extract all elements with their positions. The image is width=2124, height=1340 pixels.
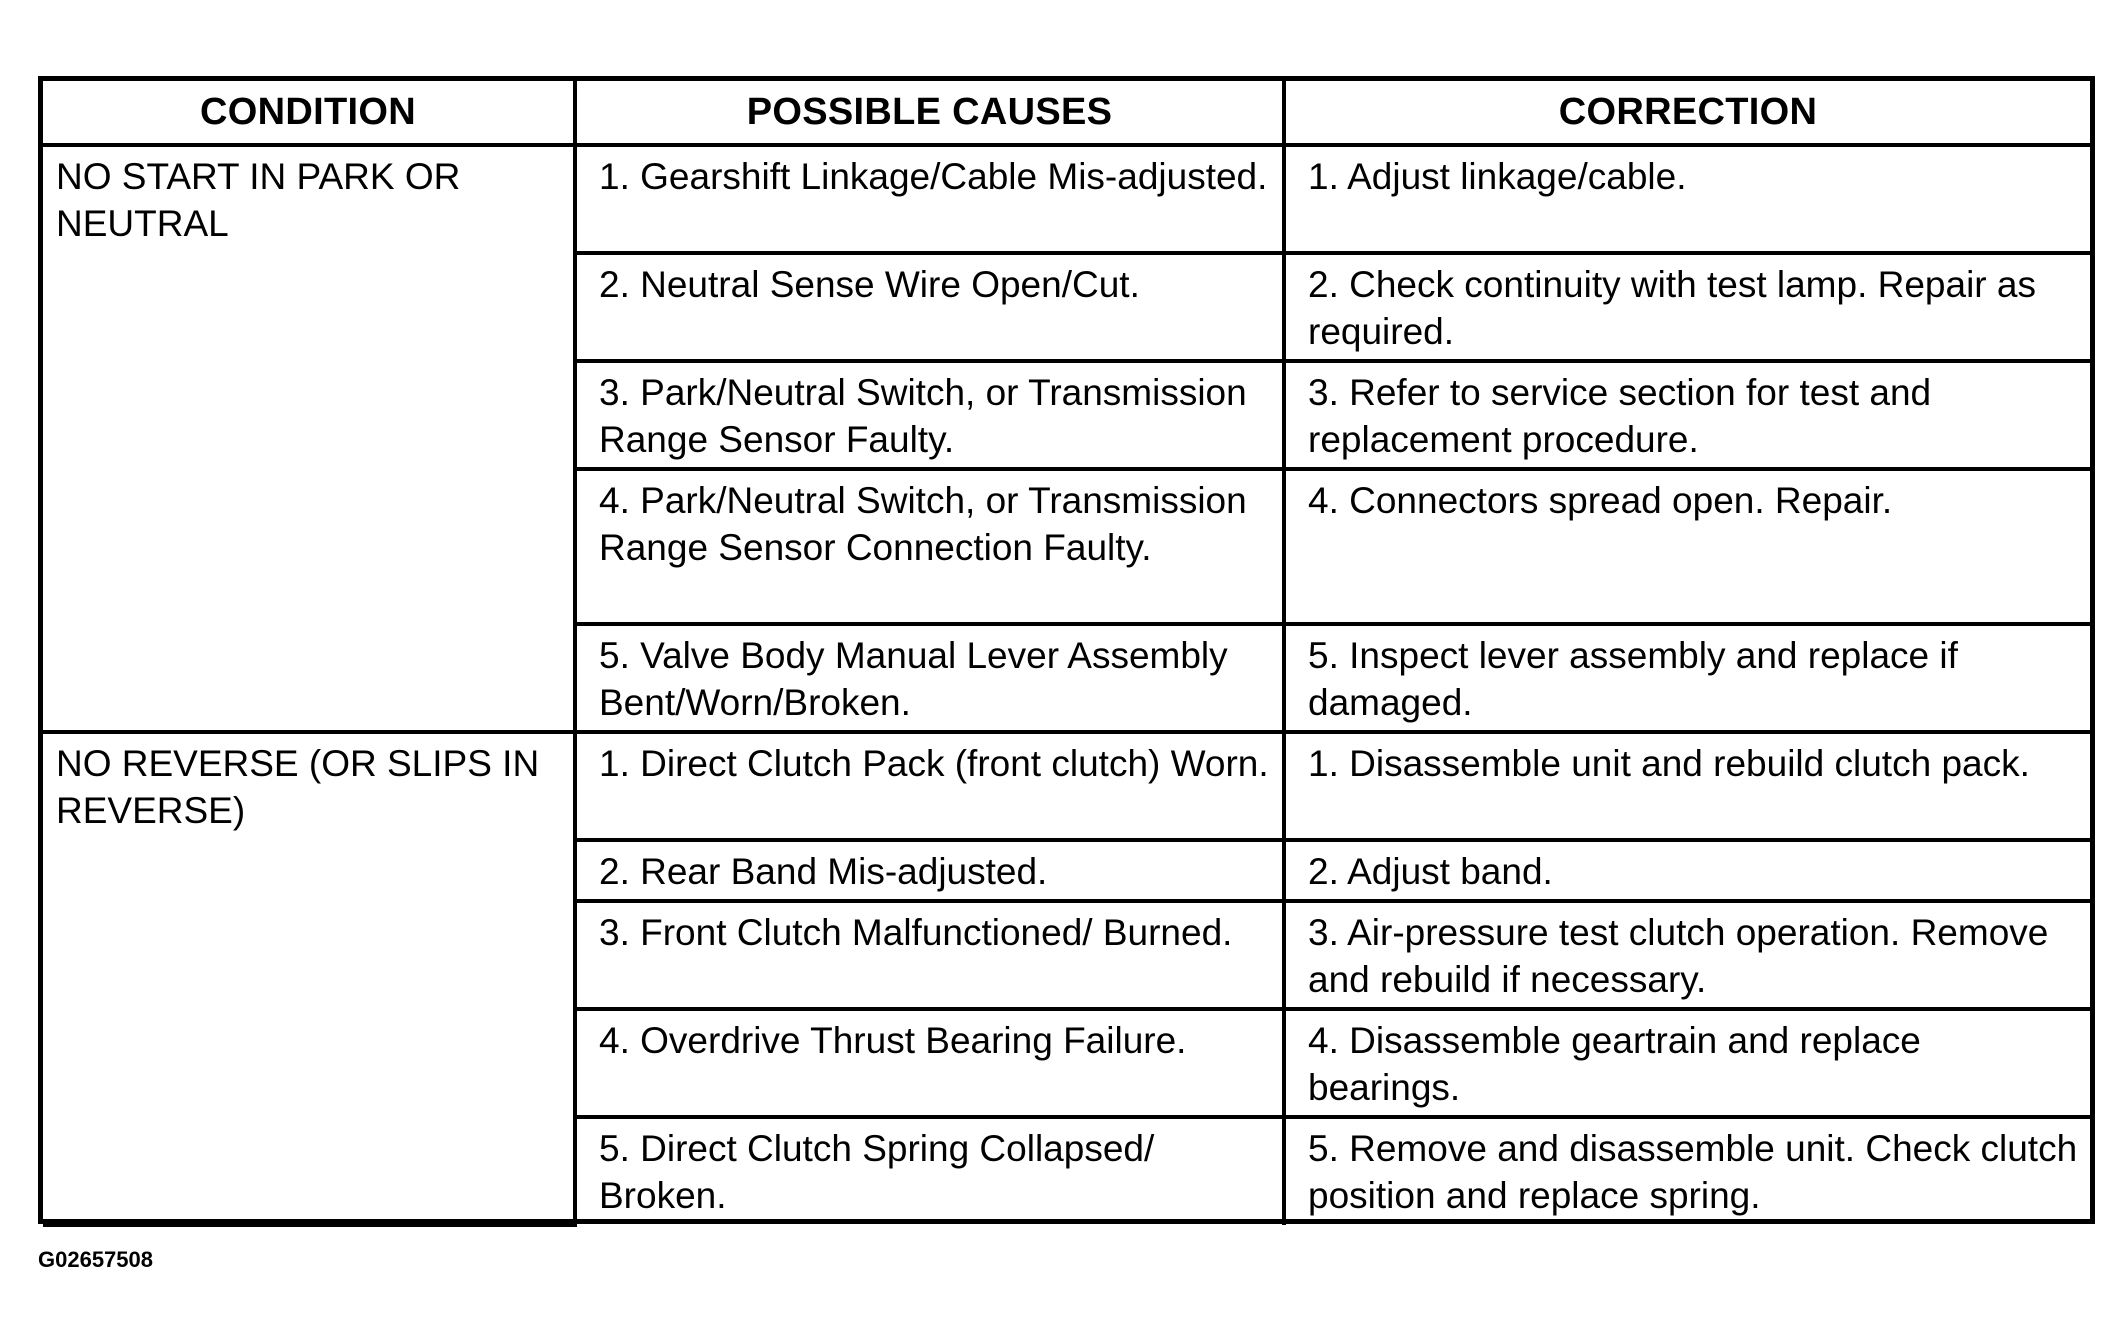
correction-cell: 1. Adjust linkage/cable. bbox=[1284, 145, 2090, 253]
condition-cell-no-reverse: NO REVERSE (OR SLIPS IN REVERSE) bbox=[43, 732, 575, 1225]
correction-cell: 3. Air-pressure test clutch operation. Remove and rebuild if necessary. bbox=[1284, 901, 2090, 1009]
header-row bbox=[43, 81, 2090, 145]
correction-cell: 5. Remove and disassemble unit. Check clutch position and replace spring. bbox=[1284, 1117, 2090, 1225]
header-correction: CORRECTION bbox=[1284, 81, 2090, 145]
header-possible-causes: POSSIBLE CAUSES bbox=[575, 81, 1284, 145]
diagnosis-table bbox=[43, 81, 2090, 1227]
cause-cell: 1. Gearshift Linkage/Cable Mis-adjusted. bbox=[575, 145, 1284, 253]
cause-cell: 3. Park/Neutral Switch, or Transmission Range Sensor Faulty. bbox=[575, 361, 1284, 469]
cause-cell: 4. Park/Neutral Switch, or Transmission Range Sensor Connection Faulty. bbox=[575, 469, 1284, 624]
cause-cell: 3. Front Clutch Malfunctioned/ Burned. bbox=[575, 901, 1284, 1009]
header-condition: CONDITION bbox=[43, 81, 575, 145]
correction-cell: 3. Refer to service section for test and replacement procedure. bbox=[1284, 361, 2090, 469]
correction-cell: 2. Adjust band. bbox=[1284, 840, 2090, 901]
figure-id: G02657508 bbox=[38, 1247, 153, 1272]
correction-cell: 4. Disassemble geartrain and replace bearings. bbox=[1284, 1009, 2090, 1117]
cause-cell: 5. Valve Body Manual Lever Assembly Bent/Worn/Broken. bbox=[575, 624, 1284, 732]
cause-cell: 4. Overdrive Thrust Bearing Failure. bbox=[575, 1009, 1284, 1117]
cause-cell: 5. Direct Clutch Spring Collapsed/ Broken. bbox=[575, 1117, 1284, 1225]
correction-cell: 5. Inspect lever assembly and replace if damaged. bbox=[1284, 624, 2090, 732]
correction-cell: 4. Connectors spread open. Repair. bbox=[1284, 469, 2090, 624]
cause-cell: 2. Rear Band Mis-adjusted. bbox=[575, 840, 1284, 901]
correction-cell: 1. Disassemble unit and rebuild clutch pack. bbox=[1284, 732, 2090, 840]
table-row bbox=[43, 732, 2090, 840]
troubleshooting-table bbox=[38, 76, 2095, 1224]
condition-cell-no-start: NO START IN PARK OR NEUTRAL bbox=[43, 145, 575, 732]
cause-cell: 1. Direct Clutch Pack (front clutch) Worn. bbox=[575, 732, 1284, 840]
cause-cell: 2. Neutral Sense Wire Open/Cut. bbox=[575, 253, 1284, 361]
table-row bbox=[43, 145, 2090, 253]
correction-cell: 2. Check continuity with test lamp. Repair as required. bbox=[1284, 253, 2090, 361]
